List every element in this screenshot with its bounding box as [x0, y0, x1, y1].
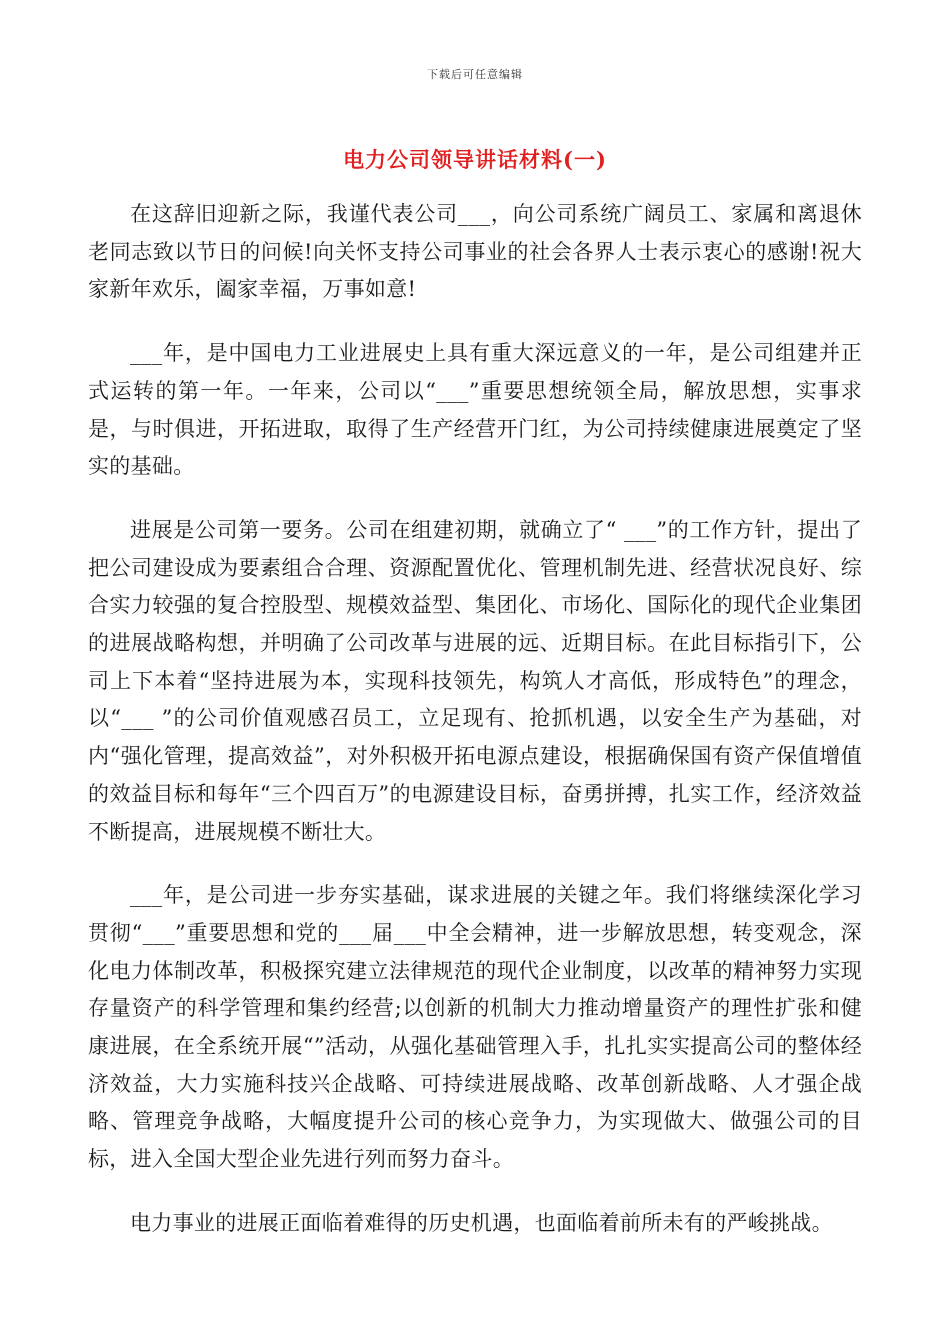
header-note: 下载后可任意编辑 [427, 68, 523, 81]
document-title: 电力公司领导讲话材料(一) [343, 147, 607, 172]
paragraph-development: 进展是公司第一要务。公司在组建初期，就确立了“ ___”的工作方针，提出了把公司建设成为要素组合合理、资源配置优化、管理机制先进、经营状况良好、综合实力较强的复合控股型、规模效益型、集团化、市场化、国际化的现代企业集团的进展战略构想，并明确了公司改革与进展的远、近期目标。在此目标指引下，公司上下本着“坚持进展为本，实现科技领先，构筑人才高低，形成特色”的理念，以“___ ”的公司价值观感召员工，立足现有、抢抓机遇，以安全生产为基础，对内“强化管理，提高效益”，对外积极开拓电源点建设，根据确保国有资产保值增值的效益目标和每年“三个四百万”的电源建设目标，奋勇拼搏，扎实工作，经济效益不断提高，进展规模不断壮大。 [88, 517, 862, 844]
paragraph-greeting: 在这辞旧迎新之际，我谨代表公司___，向公司系统广阔员工、家属和离退休老同志致以节日的问候!向关怀支持公司事业的社会各界人士表示衷心的感谢!祝大家新年欢乐，阖家幸福，万事如意! [88, 202, 862, 302]
paragraph-plan: ___年，是公司进一步夯实基础，谋求进展的关键之年。我们将继续深化学习贯彻“___”重要思想和党的___届___中全会精神，进一步解放思想，转变观念，深化电力体制改革，积极探究建立法律规范的现代企业制度，以改革的精神努力实现存量资产的科学管理和集约经营;以创新的机制大力推动增量资产的理性扩张和健康进展，在全系统开展“”活动，从强化基础管理入手，扎扎实实提高公司的整体经济效益，大力实施科技兴企战略、可持续进展战略、改革创新战略、人才强企战略、管理竞争战略，大幅度提升公司的核心竞争力，为实现做大、做强公司的目标，进入全国大型企业先进行列而努力奋斗。 [88, 883, 862, 1172]
paragraph-review: ___年，是中国电力工业进展史上具有重大深远意义的一年，是公司组建并正式运转的第一年。一年来，公司以“___”重要思想统领全局，解放思想，实事求是，与时俱进，开拓进取，取得了生产经营开门红，为公司持续健康进展奠定了坚实的基础。 [88, 341, 862, 479]
paragraph-outlook: 电力事业的进展正面临着难得的历史机遇，也面临着前所未有的严峻挑战。 [130, 1210, 833, 1235]
document-body [88, 196, 862, 1269]
